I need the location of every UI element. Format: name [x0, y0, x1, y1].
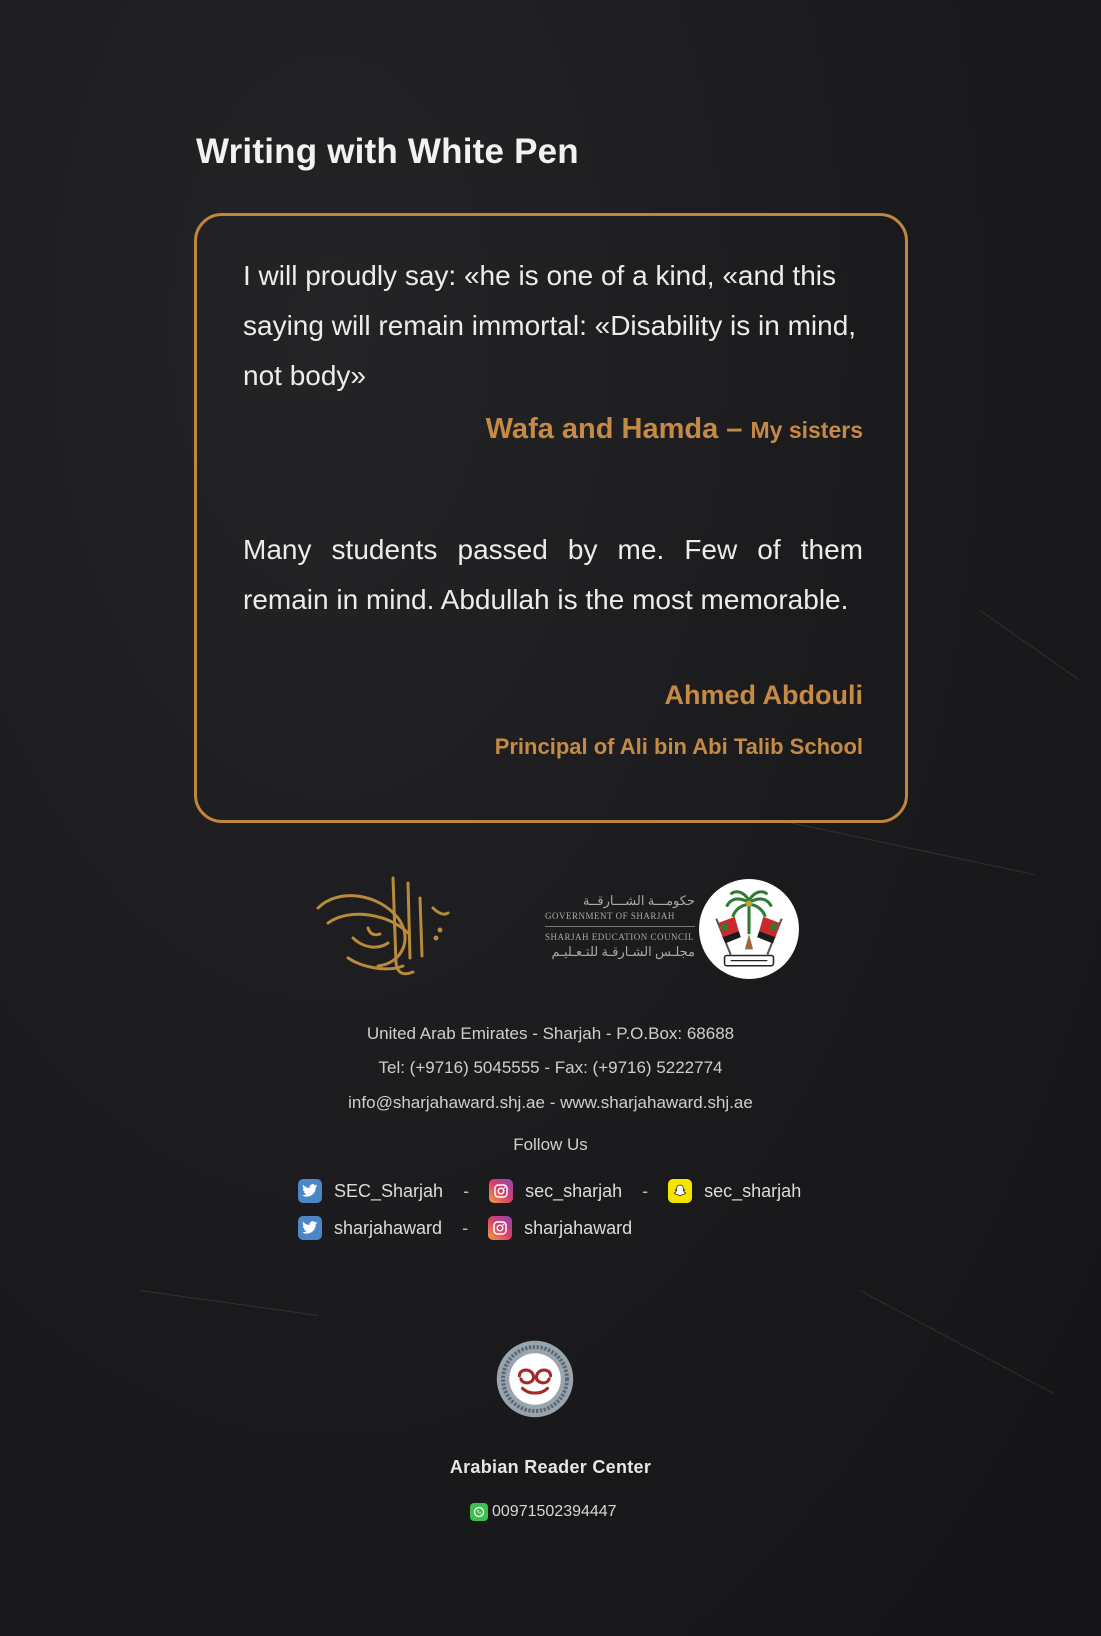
whatsapp-icon [470, 1503, 488, 1521]
snapchat-icon [668, 1179, 692, 1203]
quote-author: Ahmed Abdouli [664, 680, 863, 710]
page-title: Writing with White Pen [196, 132, 579, 171]
arabian-reader-center-logo [496, 1340, 574, 1418]
social-handle: sec_sharjah [704, 1180, 802, 1201]
phone-fax: Tel: (+9716) 5045555 - Fax: (+9716) 5222774 [378, 1058, 723, 1077]
social-handle: sharjahaward [524, 1217, 633, 1238]
gov-english-top: GOVERNMENT OF SHARJAH [545, 911, 675, 921]
whatsapp-contact [470, 1503, 617, 1521]
government-text-block [545, 893, 695, 960]
quote-attribution [486, 413, 863, 446]
instagram-icon [489, 1179, 513, 1203]
scratch-mark [980, 610, 1079, 680]
twitter-icon [298, 1179, 322, 1203]
social-handle: sharjahaward [334, 1217, 443, 1238]
scratch-mark [860, 1290, 1055, 1394]
quote-text: I will proudly say: «he is one of a kind, «and this saying will remain immortal: «Disability is in mind, not body» [243, 260, 857, 391]
quote-author: Wafa and Hamda – [485, 413, 743, 445]
instagram-icon [488, 1216, 512, 1240]
quote-box [194, 213, 908, 823]
quote-role: My sisters [750, 417, 863, 443]
quote-role: Principal of Ali bin Abi Talib School [494, 734, 863, 759]
publisher-name: Arabian Reader Center [449, 1457, 652, 1477]
divider [545, 926, 695, 927]
award-calligraphy-logo [308, 868, 458, 988]
gov-arabic-bottom: مجلـس الشـارقـة للتـعـليـم [551, 944, 695, 959]
separator: - [642, 1180, 649, 1201]
address: United Arab Emirates - Sharjah - P.O.Box: 68688 [366, 1024, 735, 1043]
social-handle: sec_sharjah [525, 1180, 623, 1201]
separator: - [463, 1180, 470, 1201]
scratch-mark [140, 1290, 318, 1316]
whatsapp-number: 00971502394447 [492, 1503, 617, 1520]
gov-english-bottom: SHARJAH EDUCATION COUNCIL [545, 932, 695, 942]
social-handle: SEC_Sharjah [334, 1180, 444, 1201]
email-website: info@sharjahaward.shj.ae - www.sharjahaward.shj.ae [348, 1093, 753, 1112]
twitter-icon [298, 1216, 322, 1240]
social-row [298, 1216, 632, 1240]
social-row [298, 1179, 801, 1203]
follow-us-label: Follow Us [513, 1135, 588, 1154]
separator: - [462, 1217, 469, 1238]
quote-text: Many students passed by me. Few of them remain in mind. Abdullah is the most memorable. [243, 534, 863, 615]
gov-arabic-top: حكومـــة الشـــارقــة [582, 893, 695, 908]
sharjah-emblem [698, 878, 800, 980]
scratch-mark [780, 820, 1035, 875]
